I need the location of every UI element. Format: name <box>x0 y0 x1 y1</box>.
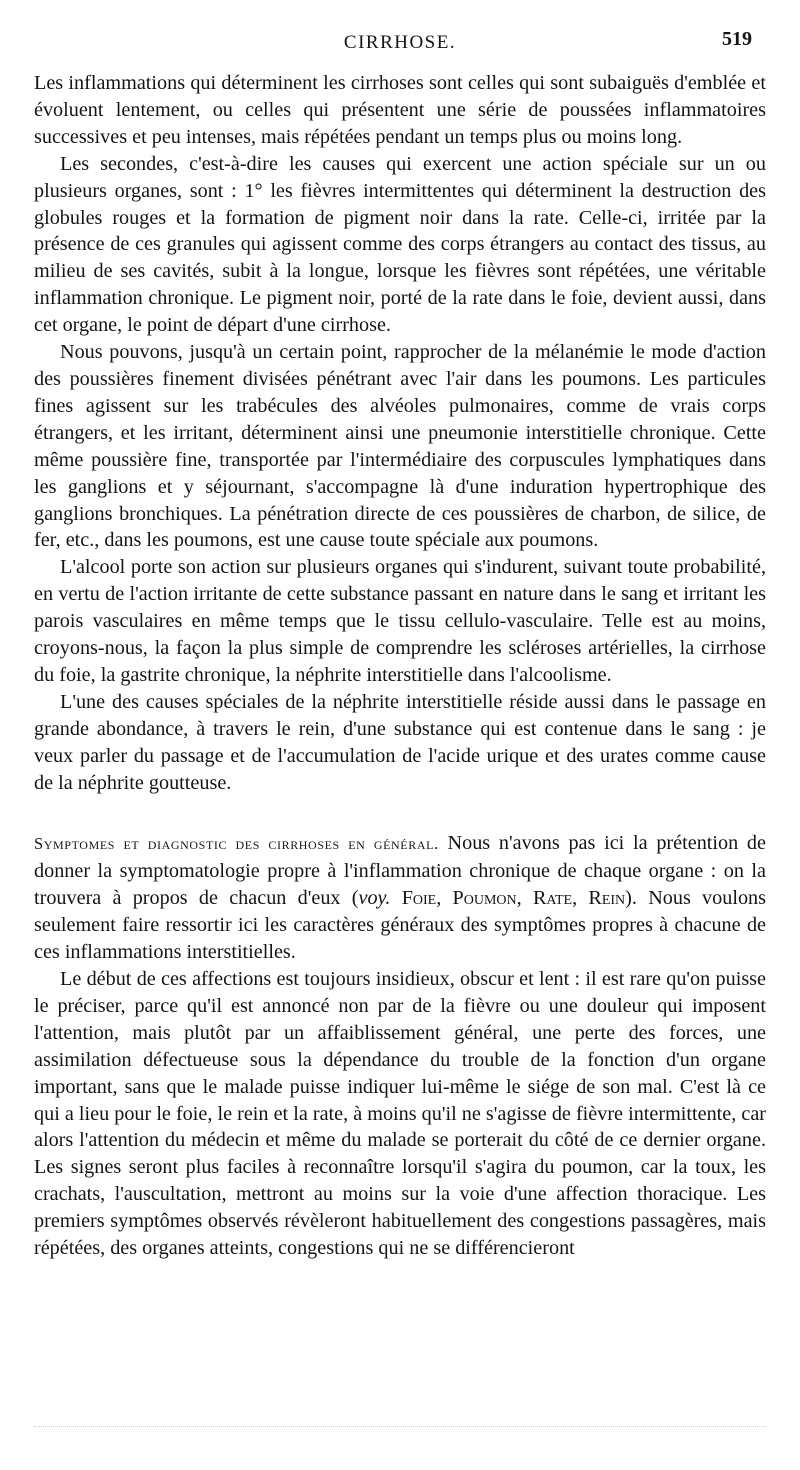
paragraph: L'alcool porte son action sur plusieurs organes qui s'indurent, suivant toute probabilité, en vertu de l'action irritante de cette substance passant en nature dans le sang et irritant les parois vasculaires en même temps que le tissu cellulo-vasculaire. Telle est au moins, croyons-nous, la façon la plus simple de comprendre les scléroses artérielles, la cirrhose du foie, la gastrite chronique, la néphrite interstitielle dans l'alcoolisme. <box>34 556 766 686</box>
voy-abbreviation: voy. <box>358 887 391 910</box>
paragraph: L'une des causes spéciales de la néphrite interstitielle réside aussi dans le passage en grande abondance, à travers le rein, d'une substance qui est contenue dans le sang : je veux parler du passage et de l'accumulation de l'acide urique et des urates comme cause de la néphrite goutteuse. <box>34 690 766 794</box>
running-header <box>30 28 770 58</box>
paragraph: Les inflammations qui déterminent les cirrhoses sont celles qui sont subaiguës d'emblée et évoluent lentement, ou celles qui présentent une série de poussées inflammatoires successives et peu intenses, mais répétées pendant un temps plus ou moins long. <box>34 72 766 148</box>
page-bottom-margin <box>34 1426 766 1441</box>
paragraph: Nous pouvons, jusqu'à un certain point, rapprocher de la mélanémie le mode d'action des poussières finement divisées pénétrant avec l'air dans les poumons. Les particules fines agissent sur les trabécules des alvéoles pulmonaires, comme de vrais corps étrangers, et les irritant, déterminent ainsi une pneumonie interstitielle chronique. Cette même poussière fine, transportée par l'intermédiaire des corpuscules lymphatiques dans les ganglions et y séjournant, s'accompagne là d'une induration hypertrophique des ganglions bronchiques. La pénétration directe de ces poussières de charbon, de silice, de fer, etc., dans les poumons, est une cause toute spéciale aux poumons. <box>34 341 766 552</box>
section-intro-paragraph <box>34 830 766 966</box>
paragraph: Le début de ces affections est toujours insidieux, obscur et lent : il est rare qu'on puisse le préciser, parce qu'il est annoncé non par de la fièvre ou une douleur qui imposent l'attention, mais plutôt par un affaiblissement général, une perte des forces, une assimilation défectueuse sous la dépendance du trouble de la fonction d'un organe important, sans que le malade puisse indiquer lui-même le siége de son mal. C'est là ce qui a lieu pour le foie, le rein et la rate, à moins qu'il ne s'agisse de fièvre intermittente, car alors l'attention du médecin et même du malade se porterait du côté de ce dernier organe. Les signes seront plus faciles à reconnaître lorsqu'il s'agira du poumon, car la toux, les crachats, l'auscultation, mettront au moins sur la voie d'une affection thoracique. Les premiers symptômes observés révèleront habituellement des congestions passagères, mais répétées, des organes atteints, congestions qui ne se différencieront <box>34 968 766 1260</box>
section-heading: Symptomes et diagnostic des cirrhoses en général. <box>34 834 439 854</box>
section-spacer <box>34 796 766 830</box>
running-title: CIRRHOSE. <box>343 32 457 53</box>
page-number: 519 <box>722 28 752 50</box>
section-intro-text: Nous n'avons pas ici la prétention de donner la symptomatologie propre à l'inflammation chronique de chaque organe : on la trouvera à propos de chacun d'eux ( <box>34 832 766 910</box>
cross-references: Foie, Poumon, Rate, Rein <box>401 887 626 910</box>
body-text <box>34 70 766 1262</box>
paragraph: Les secondes, c'est-à-dire les causes qui exercent une action spéciale sur un ou plusieurs organes, sont : 1° les fièvres intermittentes qui déterminent la destruction des globules rouges et la formation de pigment noir dans la rate. Celle-ci, irritée par la présence de ces granules qui agissent comme des corps étrangers au contact des tissus, au milieu de ses cavités, subit à la longue, lorsque les fièvres sont répétées, une véritable inflammation chronique. Le pigment noir, porté de la rate dans le foie, devient aussi, dans cet organe, le point de départ d'une cirrhose. <box>34 152 766 337</box>
section-intro-text-end: ). Nous voulons seulement faire ressortir ici les caractères généraux des symptômes propres à chacune de ces inflammations interstitielles. <box>34 887 766 964</box>
